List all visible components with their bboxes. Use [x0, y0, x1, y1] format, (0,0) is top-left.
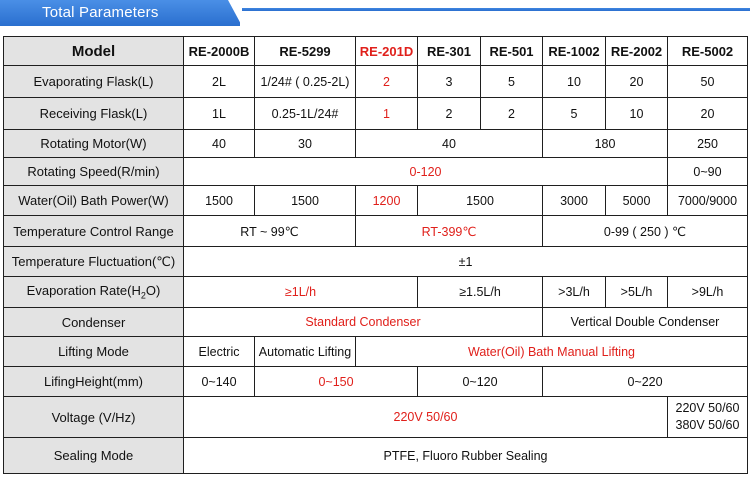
table-cell: 220V 50/60: [184, 397, 668, 438]
table-row-rotating-speed: [4, 158, 748, 186]
table-cell: 5: [543, 98, 606, 130]
table-cell: Water(Oil) Bath Manual Lifting: [356, 337, 748, 367]
table-row-header: [4, 37, 748, 66]
table-row-evaporation-rate: [4, 277, 748, 308]
table-row-temperature-fluctuation: [4, 247, 748, 277]
banner-rule: [238, 8, 750, 11]
table-cell: Automatic Lifting: [255, 337, 356, 367]
table-cell: 1200: [356, 186, 418, 216]
table-cell: 1500: [255, 186, 356, 216]
table-cell: 50: [668, 66, 748, 98]
table-cell: ±1: [184, 247, 748, 277]
table-cell: >5L/h: [606, 277, 668, 308]
model-re-5002: RE-5002: [668, 37, 748, 66]
table-cell: 40: [184, 130, 255, 158]
table-cell: 0-99 ( 250 ) ℃: [543, 216, 748, 247]
table-cell: RT-399℃: [356, 216, 543, 247]
header-label: Model: [4, 37, 184, 66]
table-cell: 20: [668, 98, 748, 130]
row-label: Water(Oil) Bath Power(W): [4, 186, 184, 216]
table-row-receiving-flask: [4, 98, 748, 130]
table-row-sealing-mode: [4, 438, 748, 474]
table-row-evaporating-flask: [4, 66, 748, 98]
table-cell: 2: [418, 98, 481, 130]
table-cell: PTFE, Fluoro Rubber Sealing: [184, 438, 748, 474]
row-label: Temperature Fluctuation(℃): [4, 247, 184, 277]
row-label: Rotating Motor(W): [4, 130, 184, 158]
table-cell: 0~90: [668, 158, 748, 186]
table-cell: >3L/h: [543, 277, 606, 308]
table-cell: 20: [606, 66, 668, 98]
table-row-lifting-mode: [4, 337, 748, 367]
table-row-temperature-range: [4, 216, 748, 247]
table-cell: ≥1.5L/h: [418, 277, 543, 308]
row-label: Evaporation $Rate(H_2O)$: [4, 277, 184, 308]
table-cell: 3000: [543, 186, 606, 216]
banner-notch: [228, 0, 242, 26]
table-cell: 0~220: [543, 367, 748, 397]
row-label: Evaporating Flask(L): [4, 66, 184, 98]
table-row-lifting-height: [4, 367, 748, 397]
table-cell: 7000/9000: [668, 186, 748, 216]
table-row-rotating-motor: [4, 130, 748, 158]
section-banner: [0, 0, 750, 26]
model-re-1002: RE-1002: [543, 37, 606, 66]
model-re-501: RE-501: [481, 37, 543, 66]
table-cell: 10: [543, 66, 606, 98]
table-cell: 30: [255, 130, 356, 158]
row-label: Lifting Mode: [4, 337, 184, 367]
row-label: Temperature Control Range: [4, 216, 184, 247]
row-label: LifingHeight(mm): [4, 367, 184, 397]
table-cell: Electric: [184, 337, 255, 367]
row-label: Rotating Speed(R/min): [4, 158, 184, 186]
row-label: Condenser: [4, 308, 184, 337]
table-cell: 0-120: [184, 158, 668, 186]
table-cell: ≥1L/h: [184, 277, 418, 308]
table-cell: 250: [668, 130, 748, 158]
table-row-bath-power: [4, 186, 748, 216]
row-label: Receiving Flask(L): [4, 98, 184, 130]
model-re-5299: RE-5299: [255, 37, 356, 66]
table-cell: 0~140: [184, 367, 255, 397]
row-label: Voltage (V/Hz): [4, 397, 184, 438]
model-re-2000b: RE-2000B: [184, 37, 255, 66]
table-cell: >9L/h: [668, 277, 748, 308]
table-cell: 1: [356, 98, 418, 130]
model-re-2002: RE-2002: [606, 37, 668, 66]
table-cell: 0~120: [418, 367, 543, 397]
table-cell: 2L: [184, 66, 255, 98]
table-row-condenser: [4, 308, 748, 337]
banner-title: Total Parameters: [42, 4, 159, 21]
table-cell: 40: [356, 130, 543, 158]
table-cell: 1/24# ( 0.25-2L): [255, 66, 356, 98]
table-cell: 1L: [184, 98, 255, 130]
table-cell: 0.25-1L/24#: [255, 98, 356, 130]
table-cell: 2: [356, 66, 418, 98]
row-label: Sealing Mode: [4, 438, 184, 474]
table-cell: 10: [606, 98, 668, 130]
table-cell: 2: [481, 98, 543, 130]
table-cell: 1500: [418, 186, 543, 216]
table-cell: RT ~ 99℃: [184, 216, 356, 247]
table-cell: 180: [543, 130, 668, 158]
model-re-201d: RE-201D: [356, 37, 418, 66]
table-cell: 220V 50/60 380V 50/60: [668, 397, 748, 438]
table-cell: Standard Condenser: [184, 308, 543, 337]
table-cell: 5000: [606, 186, 668, 216]
table-cell: 5: [481, 66, 543, 98]
table-cell: 3: [418, 66, 481, 98]
table-cell: 1500: [184, 186, 255, 216]
table-cell: 0~150: [255, 367, 418, 397]
model-re-301: RE-301: [418, 37, 481, 66]
table-cell: Vertical Double Condenser: [543, 308, 748, 337]
parameters-table: [3, 36, 748, 474]
table-row-voltage: [4, 397, 748, 438]
